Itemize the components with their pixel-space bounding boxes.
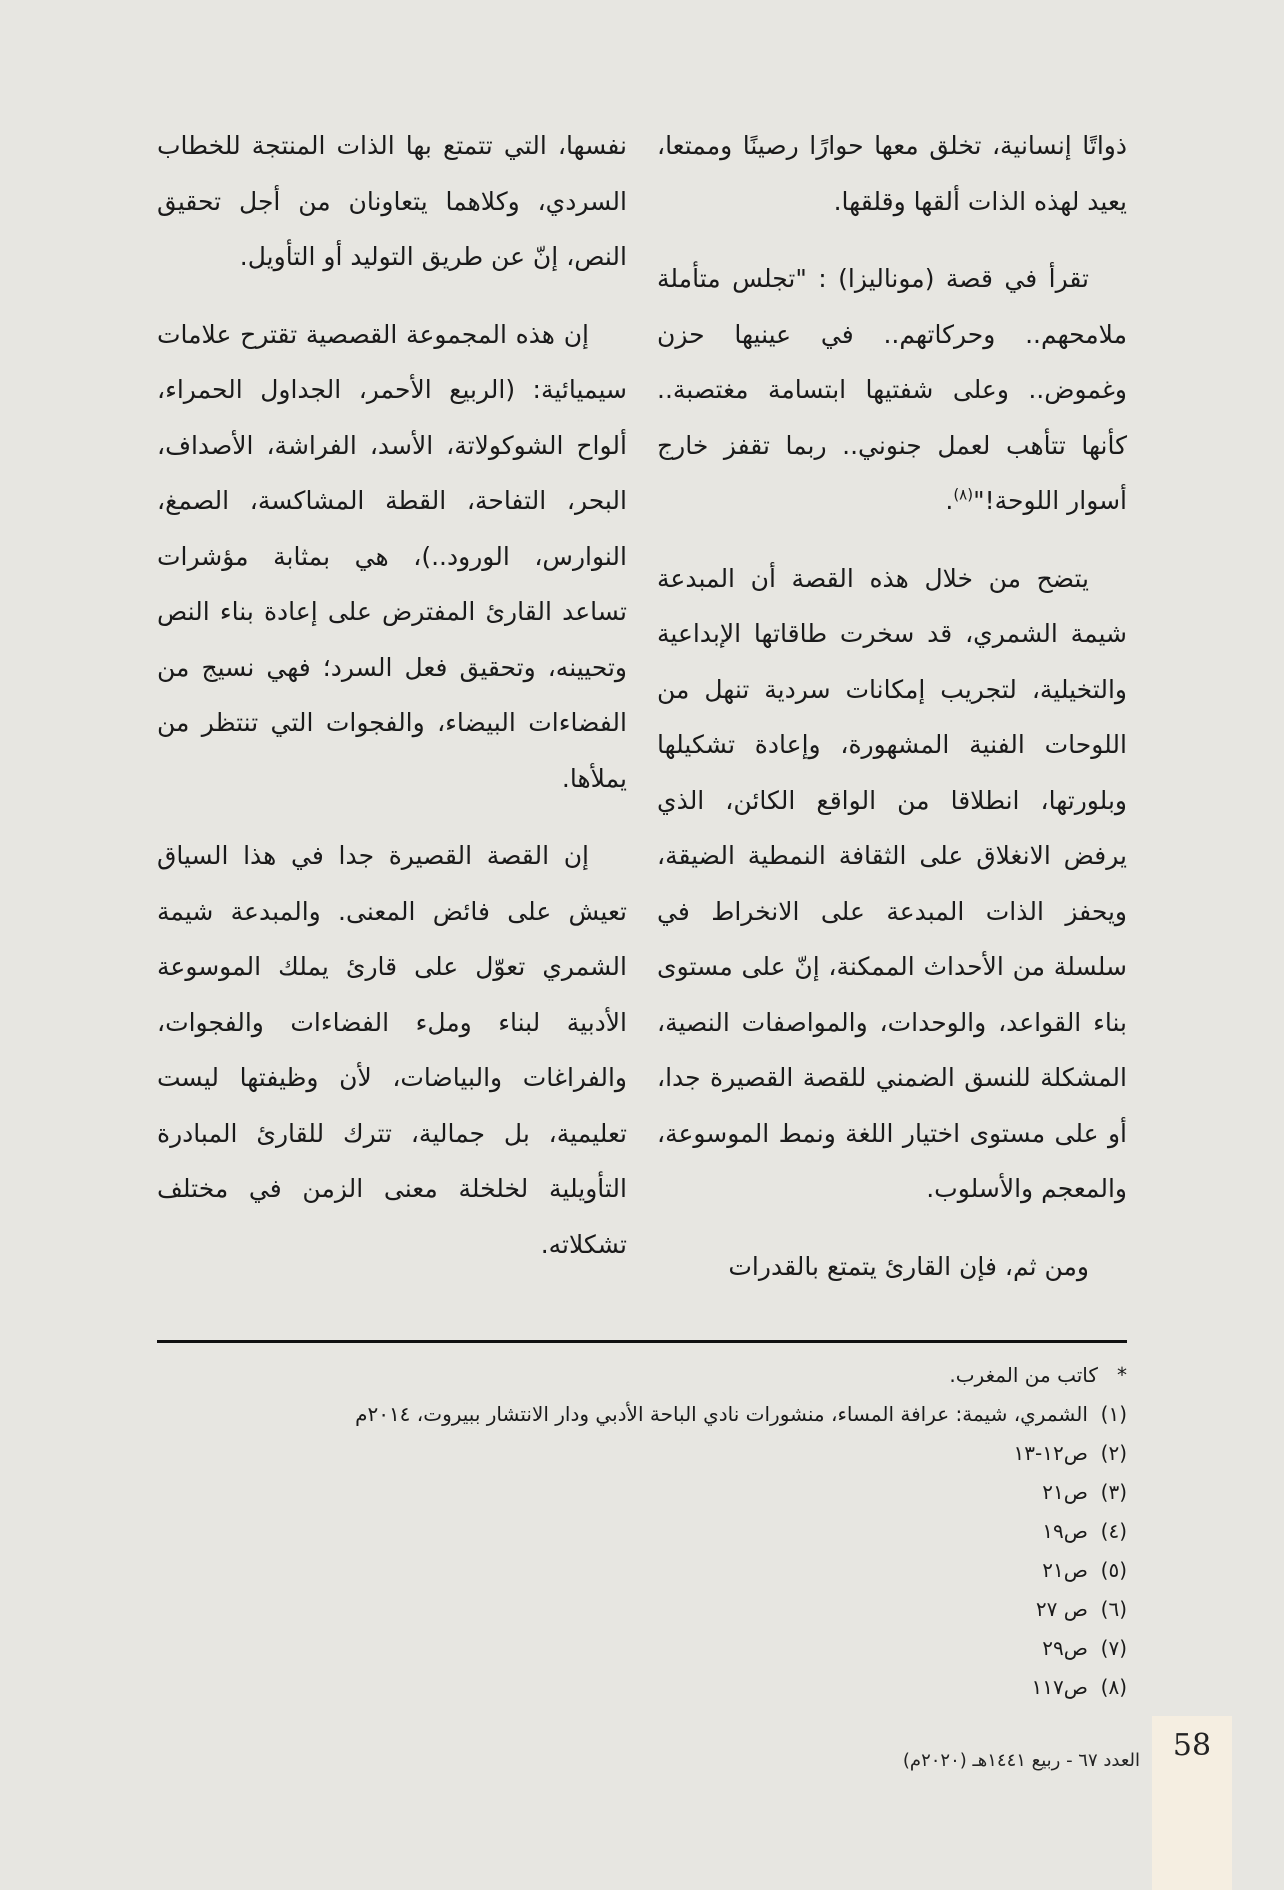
footnote-text: كاتب من المغرب. [949, 1363, 1098, 1387]
footnote-text: ص١١٧ [1031, 1675, 1088, 1699]
footnote-item [157, 1395, 1127, 1434]
footnote-text: ص٢١ [1042, 1558, 1088, 1582]
footnote-mark: * [1117, 1363, 1127, 1387]
paragraph: نفسها، التي تتمتع بها الذات المنتجة للخطاب السردي، وكلاهما يتعاونان من أجل تحقيق النص، إنّ عن طريق التوليد أو التأويل. [157, 131, 627, 271]
footnote-mark: (٥) [1100, 1558, 1127, 1582]
footnote-text: ص١٩ [1042, 1519, 1088, 1543]
paragraph-text: تقرأ في قصة (موناليزا) : "تجلس متأملة ملامحهم.. وحركاتهم.. في عينيها حزن وغموض.. وعلى شفتيها ابتسامة مغتصبة.. كأنها تتأهب لعمل جنوني.. ربما تقفز خارج أسوار اللوحة!" [657, 264, 1127, 515]
footnote-mark: (٨) [1100, 1675, 1127, 1699]
footnote-item [157, 1473, 1127, 1512]
footnote-text: ص٢١ [1042, 1480, 1088, 1504]
footnote-item [157, 1629, 1127, 1668]
footnote-ref: (٨) [953, 485, 974, 504]
footnotes [157, 1356, 1127, 1707]
paragraph-end: . [945, 486, 954, 515]
footnote-text: ص١٢-١٣ [1013, 1441, 1088, 1465]
paragraph: ومن ثم، فإن القارئ يتمتع بالقدرات [728, 1251, 1089, 1281]
footnote-item [157, 1551, 1127, 1590]
issue-label: العدد ٦٧ - ربيع ١٤٤١هـ (٢٠٢٠م) [902, 1750, 1140, 1771]
left-column [157, 118, 627, 1294]
paragraph: إن القصة القصيرة جدا في هذا السياق تعيش على فائض المعنى. والمبدعة شيمة الشمري تعوّل على قارئ يملك الموسوعة الأدبية لبناء وملء الفضاءات والفجوات، والفراغات والبياضات، لأن وظيفتها ليست تعليمية، بل جمالية، تترك للقارئ المبادرة التأويلية لخلخلة معنى الزمن في مختلف تشكلاته. [157, 841, 627, 1259]
footnote-item [157, 1668, 1127, 1707]
paragraph [657, 251, 1127, 529]
footnote-mark: (٦) [1100, 1597, 1127, 1621]
right-column [657, 118, 1127, 1316]
paragraph: إن هذه المجموعة القصصية تقترح علامات سيميائية: (الربيع الأحمر، الجداول الحمراء، ألواح الشوكولاتة، الأسد، الفراشة، الأصداف، البحر، التفاحة، القطة المشاكسة، الصمغ، النوارس، الورود..)، هي بمثابة مؤشرات تساعد القارئ المفترض على إعادة بناء النص وتحيينه، وتحقيق فعل السرد؛ فهي نسيج من الفضاءات البيضاء، والفجوات التي تنتظر من يملأها. [157, 319, 627, 793]
paragraph: ذواتًا إنسانية، تخلق معها حوارًا رصينًا وممتعا، يعيد لهذه الذات ألقها وقلقها. [657, 131, 1127, 216]
footnote-mark: (٣) [1100, 1480, 1127, 1504]
footnote-text: ص٢٩ [1042, 1636, 1088, 1660]
page-number: 58 [1172, 1728, 1212, 1763]
paragraph: يتضح من خلال هذه القصة أن المبدعة شيمة الشمري، قد سخرت طاقاتها الإبداعية والتخيلية، لتجريب إمكانات سردية تنهل من اللوحات الفنية المشهورة، وإعادة تشكيلها وبلورتها، انطلاقا من الواقع الكائن، الذي يرفض الانغلاق على الثقافة النمطية الضيقة، ويحفز الذات المبدعة على الانخراط في سلسلة من الأحداث الممكنة، إنّ على مستوى بناء القواعد، والوحدات، والمواصفات النصية، المشكلة للنسق الضمني للقصة القصيرة جدا، أو على مستوى اختيار اللغة ونمط الموسوعة، والمعجم والأسلوب. [657, 563, 1127, 1203]
footnote-text: ص ٢٧ [1035, 1597, 1088, 1621]
footnote-divider [157, 1340, 1127, 1343]
footnote-item [157, 1434, 1127, 1473]
footnote-mark: (٧) [1100, 1636, 1127, 1660]
footnote-item [157, 1512, 1127, 1551]
footnote-mark: (٢) [1100, 1441, 1127, 1465]
footnote-text: الشمري، شيمة: عرافة المساء، منشورات نادي الباحة الأدبي ودار الانتشار ببيروت، ٢٠١٤م [355, 1402, 1088, 1426]
footnote-mark: (٤) [1100, 1519, 1127, 1543]
footnote-item [157, 1590, 1127, 1629]
footnote-item [157, 1356, 1127, 1395]
footnote-mark: (١) [1100, 1402, 1127, 1426]
